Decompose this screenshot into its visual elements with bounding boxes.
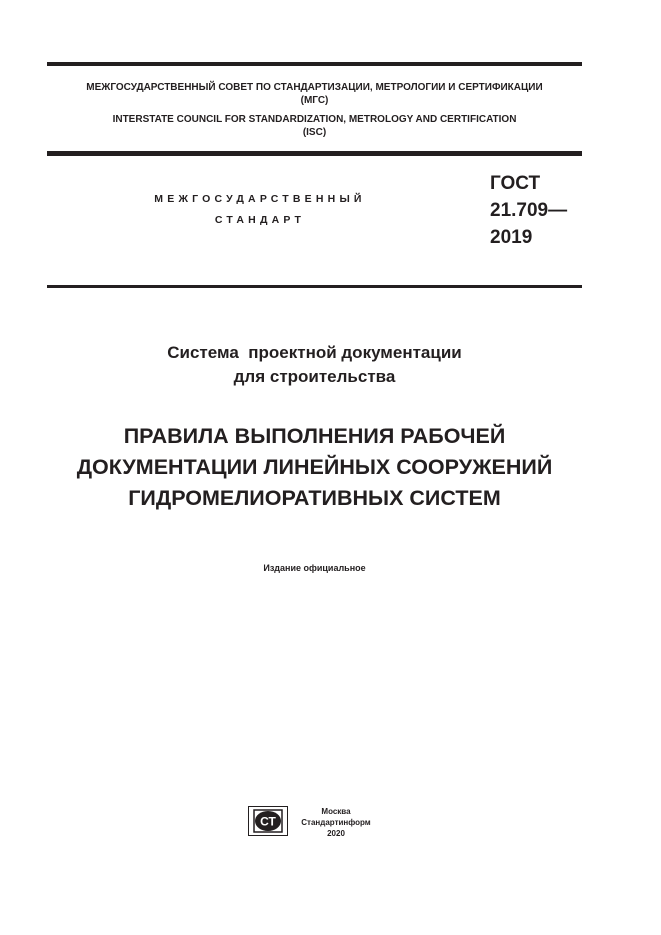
top-thick-rule (47, 62, 582, 66)
title-line2: ДОКУМЕНТАЦИИ ЛИНЕЙНЫХ СООРУЖЕНИЙ (76, 455, 553, 479)
publisher-year: 2020 (327, 829, 345, 838)
logo-text: СТ (260, 814, 276, 829)
publisher-name: Стандартинформ (301, 818, 371, 827)
council-en-name: INTERSTATE COUNCIL FOR STANDARDIZATION, METROLOGY AND CERTIFICATION (112, 114, 517, 125)
gost-label: ГОСТ (490, 173, 541, 194)
council-ru-name: МЕЖГОСУДАРСТВЕННЫЙ СОВЕТ ПО СТАНДАРТИЗАЦИИ, МЕТРОЛОГИИ И СЕРТИФИКАЦИИ (86, 82, 543, 93)
publisher-city: Москва (321, 807, 351, 816)
title-line3: ГИДРОМЕЛИОРАТИВНЫХ СИСТЕМ (128, 486, 501, 510)
separator-rule (47, 285, 582, 288)
council-ru-abbr: (МГС) (300, 95, 329, 106)
document-title (30, 421, 599, 514)
standartinform-logo-icon (248, 806, 288, 836)
series-title (47, 341, 582, 389)
standard-type-line1: МЕЖГОСУДАРСТВЕННЫЙ (154, 193, 366, 205)
gost-number: 21.709— (490, 200, 568, 221)
edition-label: Издание официальное (263, 563, 366, 573)
standard-type-label (100, 189, 420, 231)
header-thick-rule (47, 151, 582, 156)
standard-type-line2: СТАНДАРТ (214, 214, 306, 226)
council-en (47, 113, 582, 139)
series-line1: Система проектной документации (167, 343, 462, 362)
gost-designation (490, 170, 567, 251)
council-en-abbr: (ISC) (302, 127, 327, 138)
council-ru (47, 81, 582, 107)
series-line2: для строительства (233, 367, 396, 386)
title-line1: ПРАВИЛА ВЫПОЛНЕНИЯ РАБОЧЕЙ (123, 424, 506, 448)
publisher-imprint (300, 806, 372, 839)
gost-year: 2019 (490, 227, 533, 248)
